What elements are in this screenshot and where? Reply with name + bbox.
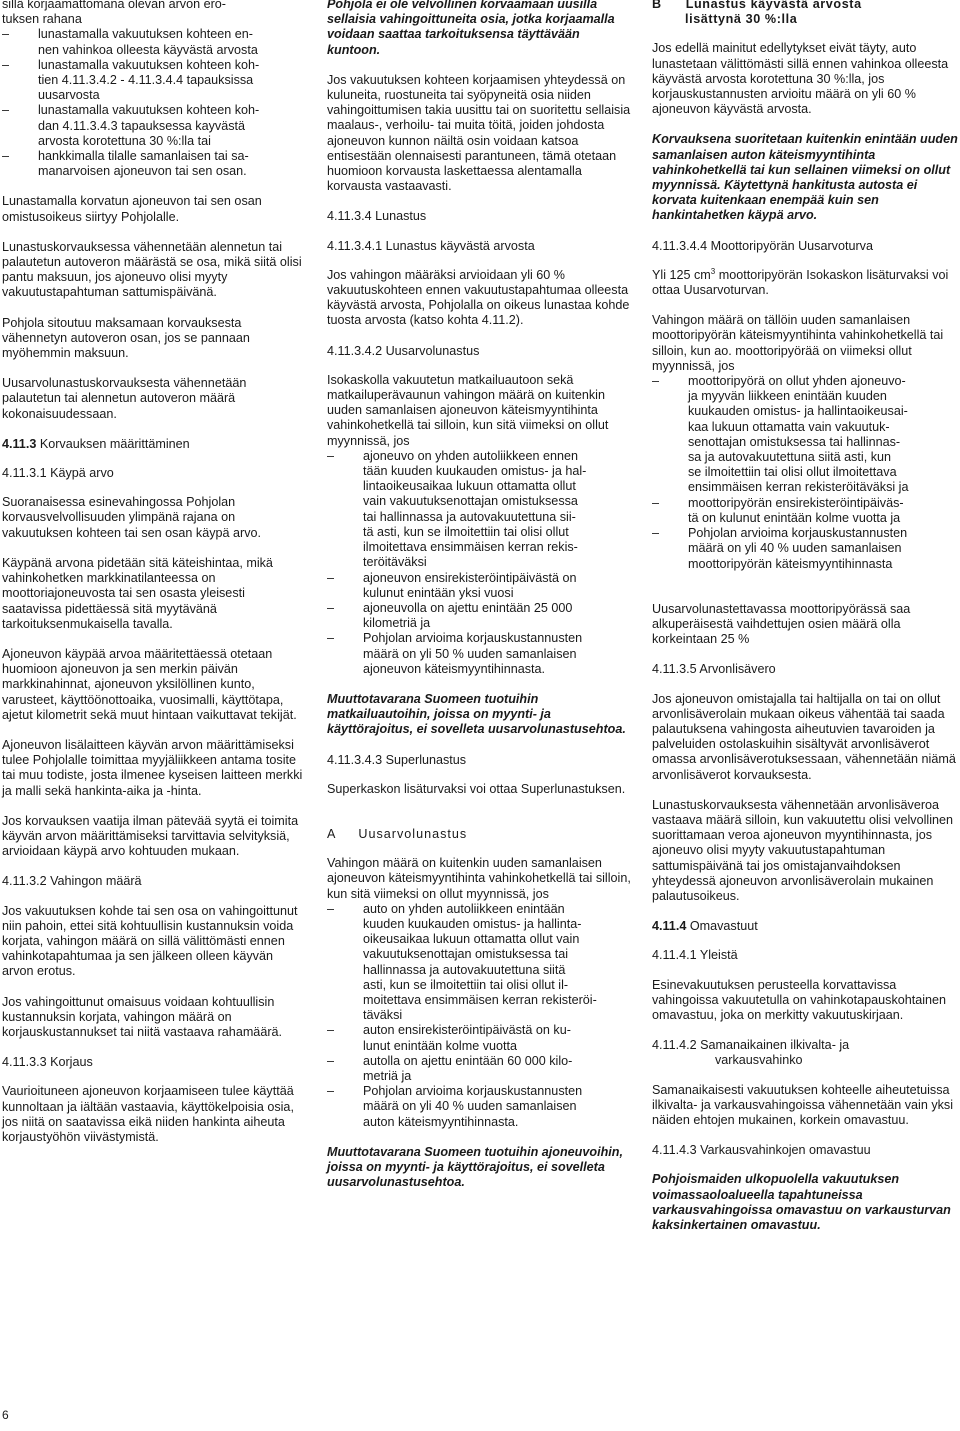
list-item: – ajoneuvo on yhden autoliikkeen ennen tään kuuden kuukauden omistus- ja hal- lintaoikeusaikaa lukuun ottamatta ollut vain vakuutuksenottajan omistuksessa tai hallinnassa ja autovakuutettuna sii- tä asti, kun se ilmoitettiin tai olisi ollut ilmoitettava ensimmäisen kerran rekis- teröitäväksi (327, 449, 633, 571)
paragraph: Vahingon määrä on kuitenkin uuden samanlaisen ajoneuvon käteismyyntihinta vahinkohetkellä tai silloin, kun sitä viimeksi on ollut myynnissä, jos (327, 856, 631, 901)
paragraph: Lunastamalla korvatun ajoneuvon tai sen osan omistusoikeus siirtyy Pohjolalle. (2, 194, 262, 224)
paragraph: Vahingon määrä on tällöin uuden samanlaisen moottoripyörän käteismyyntihinta vahinkohetkellä tai silloin, kun ao. moottoripyörää on viimeksi ollut myynnissä, jos (652, 313, 944, 373)
redemption-options-list (2, 27, 306, 179)
list-item: – auton ensirekisteröintipäivästä on ku- lunut enintään kolme vuotta (327, 1023, 633, 1053)
section-heading-4-11-4-3: 4.11.4.3 Varkausvahinkojen omavastuu (652, 1143, 871, 1158)
paragraph: Ajoneuvon käypää arvoa määritettäessä otetaan huomioon ajoneuvon ja sen merkin päivän markkinahinnat, ajoneuvon yksilöllinen kunto, varusteet, käyttöönottoaika, vuosimalli, käyttötapa, ajetut kilometrit sekä muut hintaan vaikuttavat tekijät. (2, 646, 297, 722)
paragraph: Uusarvolunastettavassa moottoripyörässä saa alkuperäisestä vaihdettujen osien määrä olla korkeintaan 25 % (652, 601, 911, 647)
paragraph: Vaurioituneen ajoneuvon korjaamiseen tulee käyttää kunnoltaan ja iältään vastaavia, käyttökelpoisia osia, jos niitä on saatavissa eikä niiden hankinta aiheuta korjaustyöhön viivästymistä. (2, 1084, 294, 1144)
list-item: – lunastamalla vakuutuksen kohteen en- nen vahinkoa olleesta käyvästä arvosta (2, 27, 306, 57)
list-item: – ajoneuvon ensirekisteröintipäivästä on kulunut enintään yksi vuosi (327, 571, 633, 601)
section-heading-4-11-3: 4.11.3 Korvauksen määrittäminen (2, 436, 190, 451)
section-heading-4-11-3-4-4: 4.11.3.4.4 Moottoripyörän Uusarvoturva (652, 238, 873, 253)
paragraph: Yli 125 $cm^3$ moottoripyörän Isokaskon lisäturvaksi voi ottaa Uusarvoturvan. (652, 266, 949, 298)
section-heading-4-11-3-4: 4.11.3.4 Lunastus (327, 209, 427, 224)
italic-note: Pohjola ei ole velvollinen korvaamaan uusilla sellaisia vahingoittuneita osia, jotka korjaamalla voidaan saattaa tarkoituksensa täyttävään kuntoon. (327, 0, 615, 57)
section-heading-4-11-3-4-3: 4.11.3.4.3 Superlunastus (327, 752, 467, 767)
paragraph: Lunastuskorvauksesta vähennetään arvonlisäveroa vastaava määrä silloin, kun vakuutettu olisi velvollinen suorittamaan veroa ajoneuvon myyntihinnasta, jos ajoneuvo olisi myyty vakuutustapahtuman sattumispäivänä tai jos omistajanvaihdoksen yhteydessä ajoneuvon arvonlisäverolain mukainen palautusoikeus. (652, 797, 954, 903)
text-line: sillä korjaamattomana olevan arvon ero- (2, 0, 227, 11)
paragraph: Jos edellä mainitut edellytykset eivät täyty, auto lunastetaan välittömästi sillä ennen vahinkoa olleesta käyvästä arvosta korotettuna 30 %:lla, jos korjauskustannusten arvioitu määrä on yli 60 % ajoneuvon käyvästä arvosta. (652, 41, 949, 117)
subsection-heading-a: A Uusarvolunastus (327, 826, 468, 841)
paragraph: Jos vahingoittunut omaisuus voidaan kohtuullisin kustannuksin korjata, vahingon määrä on korjauskustannukset tai niitä vastaava rahamäärä. (2, 994, 283, 1039)
italic-note: Pohjoismaiden ulkopuolella vakuutuksen voimassaoloalueella tapahtuneissa varkausvahingoissa omavastuu on varkausturvan kaksinkertainen omavastuu. (652, 1172, 951, 1232)
paragraph: Esinevakuutuksen perusteella korvattavissa vahingoissa vakuutetulla on vahinkotapauskohtainen omavastuu, joka on merkitty vakuutuskirjaan. (652, 977, 947, 1022)
list-item: – Pohjolan arvioima korjauskustannusten määrä on yli 50 % uuden samanlaisen ajoneuvon käteismyyntihinnasta. (327, 631, 633, 677)
section-heading-4-11-4-1: 4.11.4.1 Yleistä (652, 948, 738, 963)
paragraph: Pohjola sitoutuu maksamaan korvauksesta vähennetyn autoveron osan, jos se pannaan myöhemmin maksuun. (2, 315, 250, 361)
text-column-2 (327, 0, 633, 1205)
paragraph: Ajoneuvon lisälaitteen käyvän arvon määrittämiseksi tulee Pohjolalle toimittaa myyjäliikkeen antama tosite tai muu todiste, josta ilmenee kyseisen laitteen merkki ja malli sekä hankinta-aika ja -hinta. (2, 737, 303, 798)
paragraph: Samanaikaisesti vakuutuksen kohteelle aiheutetuissa ilkivalta- ja varkausvahingoissa vähennetään vain yksi näiden ehtojen mukainen, korkein omavastuu. (652, 1082, 954, 1127)
paragraph: Käypänä arvona pidetään sitä käteishintaa, mikä vahinkohetken markkinatilanteessa on moottoriajoneuvosta tai sen osasta yleisesti saatavissa pidettäessä sitä myytävänä tarkoituksenmukaisella tavalla. (2, 555, 273, 631)
section-heading-4-11-4-2: 4.11.4.2 Samanaikainen ilkivalta- ja varkausvahinko (652, 1038, 850, 1068)
text-line: tuksen rahana (2, 12, 82, 27)
section-heading-4-11-3-3: 4.11.3.3 Korjaus (2, 1055, 93, 1070)
paragraph: Superkaskon lisäturvaksi voi ottaa Superlunastuksen. (327, 781, 626, 796)
list-item: – lunastamalla vakuutuksen kohteen koh- tien 4.11.3.4.2 - 4.11.3.4.4 tapauksissa uusarvosta (2, 58, 306, 104)
paragraph: Jos vakuutuksen kohteen korjaamisen yhteydessä on kuluneita, ruostuneita tai syöpyneitä osia niiden vahingoittumisen takia uusittu tai on suoritettu sellaisia maalaus-, verhoilu- tai muita töitä, joiden johdosta ajoneuvon kunnon näiltä osin voidaan katsoa entisestään olennaisesti parantuneen, tämä otetaan huomioon korvausta laskettaessa alentamalla korvausta vastaavasti. (327, 72, 631, 194)
paragraph: Isokaskolla vakuutetun matkailuautoon sekä matkailuperävaunun vahingon määrä on kuitenkin uuden samanlaisen ajoneuvon käteismyyntihinta vahinkohetkellä tai silloin, kun sitä viimeksi on ollut myynnissä, jos (327, 372, 609, 448)
italic-note: Muuttotavarana Suomeen tuotuihin matkailuautoihin, joissa on myynti- ja käyttörajoitus, ei sovelleta uusarvolunastusehtoa. (327, 691, 626, 737)
italic-note: Muuttotavarana Suomeen tuotuihin ajoneuvoihin, joissa on myynti- ja käyttörajoitus, ei sovelleta uusarvolunastusehtoa. (327, 1144, 623, 1190)
section-heading-4-11-3-5: 4.11.3.5 Arvonlisävero (652, 662, 776, 677)
intro-lines (2, 0, 306, 27)
section-heading-4-11-4: 4.11.4 Omavastuut (652, 919, 758, 934)
list-item: – Pohjolan arvioima korjauskustannusten määrä on yli 40 % uuden samanlaisen auton käteismyyntihinnasta. (327, 1084, 633, 1130)
section-heading-4-11-3-2: 4.11.3.2 Vahingon määrä (2, 874, 142, 889)
list-item: – moottoripyörän ensirekisteröintipäiväs- tä on kulunut enintään kolme vuotta ja (652, 496, 958, 526)
conditions-list (652, 374, 958, 572)
paragraph: Jos korvauksen vaatija ilman pätevää syytä ei toimita käyvän arvon määrittämiseksi tarvittavia selvityksiä, arvioidaan käypä arvo kohtuuden mukaan. (2, 813, 299, 859)
list-item: – hankkimalla tilalle samanlaisen tai sa- manarvoisen ajoneuvon tai sen osan. (2, 149, 306, 179)
paragraph: Jos ajoneuvon omistajalla tai haltijalla on tai on ollut arvonlisäverolain mukaan oikeus vähentää tai saada palautuksena vahingosta aiheutuvien tavaroiden ja palveluiden ostolaskuihin sisältyvät arvonlisäverot omassa arvonlisäverotuksessaan, vähennetään niämä arvonlisäverot korvauksesta. (652, 691, 956, 782)
list-item: – auto on yhden autoliikkeen enintään kuuden kuukauden omistus- ja hallinta- oikeusaikaa lukuun ottamatta ollut vain vakuutuksenottajan omistuksessa tai hallinnassa ja autovakuutettuna siitä asti, kun se ilmoitettiin tai olisi ollut il- moitettava ensimmäisen kerran rekisteröi- täväksi (327, 902, 633, 1024)
list-item: – moottoripyörä on ollut yhden ajoneuvo- ja myyvän liikkeen enintään kuuden kuukauden omistus- ja hallintaoikeusai- kaa lukuun ottamatta vain vakuutuk- senottajan omistuksessa tai hallinnas- sa ja autovakuutettuna siitä asti, kun se ilmoitettiin tai olisi ollut ilmoitettava ensimmäisen kerran rekisteröitäväksi ja (652, 374, 958, 496)
paragraph: Uusarvolunastuskorvauksesta vähennetään palautetun tai alennetun autoveron määrä kokonaisuudessaan. (2, 376, 247, 421)
paragraph: Suoranaisessa esinevahingossa Pohjolan korvausvelvollisuuden ylimpänä rajana on vakuutuksen kohteen tai sen osan käypä arvo. (2, 495, 262, 540)
paragraph: Lunastuskorvauksessa vähennetään alennetun tai palautetun autoveron määrästä se osa, mikä siitä olisi pantu maksuun, jos ajoneuvo olisi myyty vakuutustapahtuman sattumispäivänä. (2, 239, 302, 300)
conditions-list (327, 449, 633, 677)
list-item: – ajoneuvolla on ajettu enintään 25 000 kilometriä ja (327, 601, 633, 631)
conditions-list (327, 902, 633, 1130)
paragraph: Jos vahingon määräksi arvioidaan yli 60 % vakuutuskohteen ennen vakuutustapahtumaa olleesta käyvästä arvosta, Pohjolalla on oikeus lunastaa kohde tuosta arvosta (katso kohta 4.11.2). (327, 267, 630, 328)
paragraph: Jos vakuutuksen kohde tai sen osa on vahingoittunut niin pahoin, ettei sitä kohtuullisin kustannuksin voida korjata, vahingon määrä on sillä välittömästi ennen vahinkotapahtumaa ja sen jälkeen olleen käyvän arvon erotus. (2, 903, 298, 979)
text-column-1 (2, 0, 306, 1160)
italic-note: Korvauksena suoritetaan kuitenkin enintään uuden samanlaisen auton käteismyyntihinta vahinkohetkellä tai kun sellainen viimeksi on ollut myynnissä. Käytettynä hankitusta autosta ei korvata kuitenkaan enempää kuin sen hankintahetken käypä arvo. (652, 132, 958, 223)
subsection-heading-b: B Lunastus käyvästä arvosta lisättynä 30 %:lla (652, 0, 862, 27)
list-item: – lunastamalla vakuutuksen kohteen koh- dan 4.11.3.4.3 tapauksessa kayvästä arvosta korotettuna 30 %:lla tai (2, 103, 306, 149)
list-item: – autolla on ajettu enintään 60 000 kilo- metriä ja (327, 1054, 633, 1084)
section-heading-4-11-3-1: 4.11.3.1 Käypä arvo (2, 466, 114, 481)
section-heading-4-11-3-4-1: 4.11.3.4.1 Lunastus käyvästä arvosta (327, 238, 535, 253)
section-heading-4-11-3-4-2: 4.11.3.4.2 Uusarvolunastus (327, 343, 480, 358)
page-number: 6 (2, 1408, 9, 1422)
text-column-3 (652, 0, 958, 1248)
list-item: – Pohjolan arvioima korjauskustannusten määrä on yli 40 % uuden samanlaisen moottoripyörän käteismyyntihinnasta (652, 526, 958, 572)
